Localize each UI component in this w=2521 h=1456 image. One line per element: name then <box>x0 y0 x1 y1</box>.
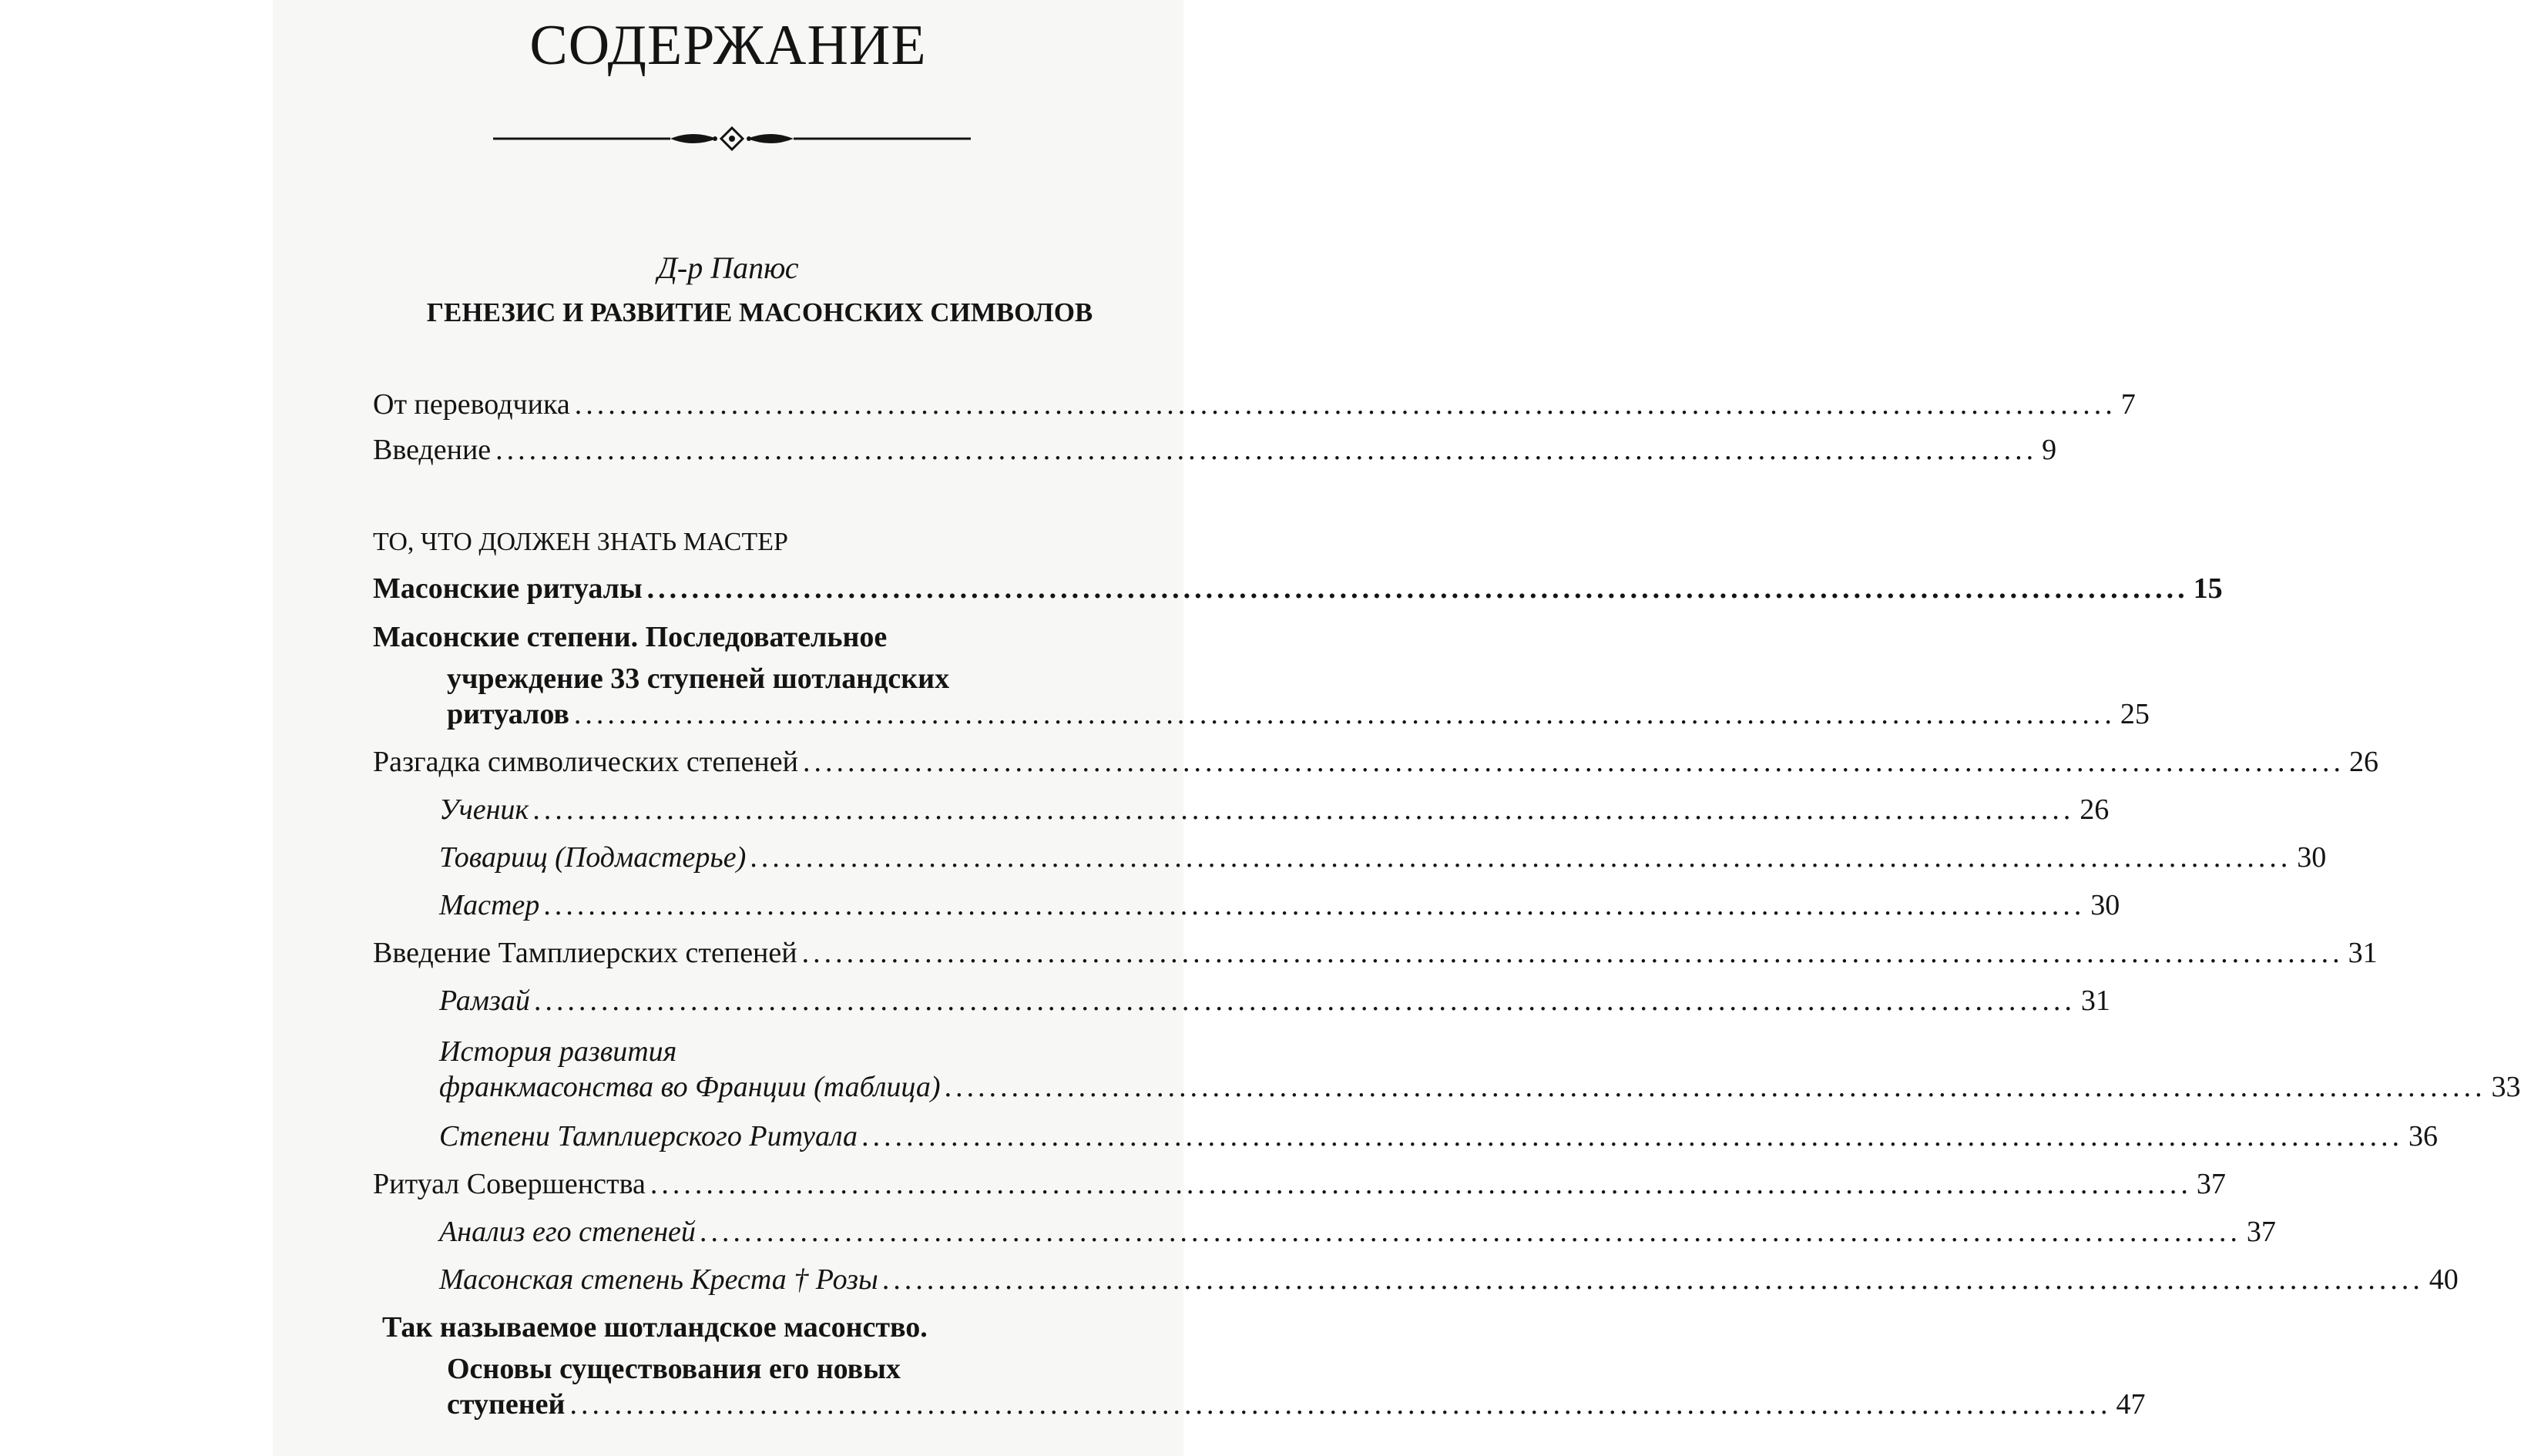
toc-entry-title-cont: Основы существования его новых <box>447 1353 901 1385</box>
toc-entry <box>439 889 2120 921</box>
author-name: Д-р Папюс <box>657 250 799 285</box>
page-heading: СОДЕРЖАНИЕ <box>529 14 927 77</box>
toc-entry-page: 26 <box>2348 746 2378 778</box>
toc-entry-title: От переводчика <box>373 388 570 421</box>
dot-leader: .......................................................................................................................................... <box>544 889 2086 921</box>
dot-leader: .......................................................................................................................................... <box>882 1263 2425 1296</box>
toc-entry-page: 7 <box>2120 388 2136 421</box>
toc-entry-title: Анализ его степеней <box>439 1216 696 1248</box>
toc-entry-title: Введение Тамплиерских степеней <box>373 937 797 969</box>
toc-entry-page: 25 <box>2120 698 2150 730</box>
book-title: ГЕНЕЗИС И РАЗВИТИЕ МАСОНСКИХ СИМВОЛОВ <box>426 297 1093 327</box>
dot-leader: .......................................................................................................................................... <box>534 985 2076 1017</box>
toc-entry-page: 31 <box>2080 985 2110 1017</box>
dot-leader: .......................................................................................................................................... <box>650 1168 2192 1200</box>
toc-entry-title: Мастер <box>439 889 540 921</box>
dot-leader: .......................................................................................................................................... <box>945 1071 2487 1103</box>
toc-entry <box>439 793 2110 826</box>
dot-leader: .......................................................................................................................................... <box>802 746 2345 778</box>
toc-entry-title-cont: ритуалов <box>447 698 569 730</box>
toc-entry-page: 30 <box>2297 841 2327 874</box>
dot-leader: .......................................................................................................................................... <box>700 1216 2242 1248</box>
toc-entry-page: 47 <box>2116 1388 2146 1421</box>
toc-entry-title: Масонские ритуалы <box>373 572 643 605</box>
toc-entry-title: История развития <box>439 1035 677 1068</box>
toc-entry <box>447 698 2150 730</box>
book-page <box>273 0 2521 1456</box>
toc-entry-title: Рамзай <box>439 985 530 1017</box>
toc-entry-page: 30 <box>2090 889 2120 921</box>
dot-leader: .......................................................................................................................................... <box>861 1120 2404 1152</box>
dot-leader: .......................................................................................................................................... <box>569 1388 2112 1421</box>
toc-entry-title: Масонские степени. Последовательное <box>373 621 888 653</box>
toc-entry-title: Разгадка символических степеней <box>373 746 798 778</box>
toc-entry <box>373 434 2057 466</box>
toc-entry <box>373 572 2223 605</box>
toc-entry-page: 33 <box>2491 1071 2521 1103</box>
toc-entry <box>373 1168 2226 1200</box>
toc-entry-page: 9 <box>2042 434 2057 466</box>
toc-entry-title: Так называемое шотландское масонство. <box>382 1311 928 1344</box>
toc-entry-title: Введение <box>373 434 492 466</box>
toc-entry <box>373 937 2378 969</box>
toc-entry <box>373 746 2378 778</box>
toc-entry-title-cont: франкмасонства во Франции (таблица) <box>439 1071 941 1103</box>
toc-entry <box>439 1120 2438 1152</box>
toc-entry-title-cont: ступеней <box>447 1388 566 1421</box>
toc-entry-page: 37 <box>2246 1216 2276 1248</box>
dot-leader: .......................................................................................................................................... <box>573 698 2116 730</box>
toc-entry <box>439 1216 2276 1248</box>
toc-entry-page: 37 <box>2196 1168 2226 1200</box>
section-title: ТО, ЧТО ДОЛЖЕН ЗНАТЬ МАСТЕР <box>373 528 788 556</box>
dot-leader: .......................................................................................................................................... <box>646 572 2189 605</box>
toc-entry <box>373 388 2136 421</box>
toc-entry-page: 26 <box>2080 793 2110 826</box>
toc-entry-title: Масонская степень Креста † Розы <box>439 1263 878 1296</box>
dot-leader: .......................................................................................................................................... <box>574 388 2116 421</box>
toc-entry-title: Товарищ (Подмастерье) <box>439 841 747 874</box>
dot-leader: .......................................................................................................................................... <box>801 937 2344 969</box>
toc-entry-title: Ученик <box>439 793 529 826</box>
dot-leader: .......................................................................................................................................... <box>750 841 2293 874</box>
ornament-divider <box>493 125 971 153</box>
toc-entry <box>447 1388 2146 1421</box>
dot-leader: .......................................................................................................................................... <box>495 434 2038 466</box>
toc-entry-title: Степени Тамплиерского Ритуала <box>439 1120 858 1152</box>
toc-entry-page: 31 <box>2348 937 2378 969</box>
dot-leader: .......................................................................................................................................... <box>533 793 2076 826</box>
toc-entry-page: 36 <box>2408 1120 2438 1152</box>
toc-entry-title: Ритуал Совершенства <box>373 1168 646 1200</box>
toc-entry <box>439 1263 2459 1296</box>
toc-entry-page: 40 <box>2429 1263 2459 1296</box>
toc-entry-page: 15 <box>2193 572 2223 605</box>
toc-entry-title-cont: учреждение 33 ступеней шотландских <box>447 663 950 695</box>
toc-entry <box>439 1071 2521 1103</box>
toc-entry <box>439 841 2327 874</box>
toc-entry <box>439 985 2110 1017</box>
